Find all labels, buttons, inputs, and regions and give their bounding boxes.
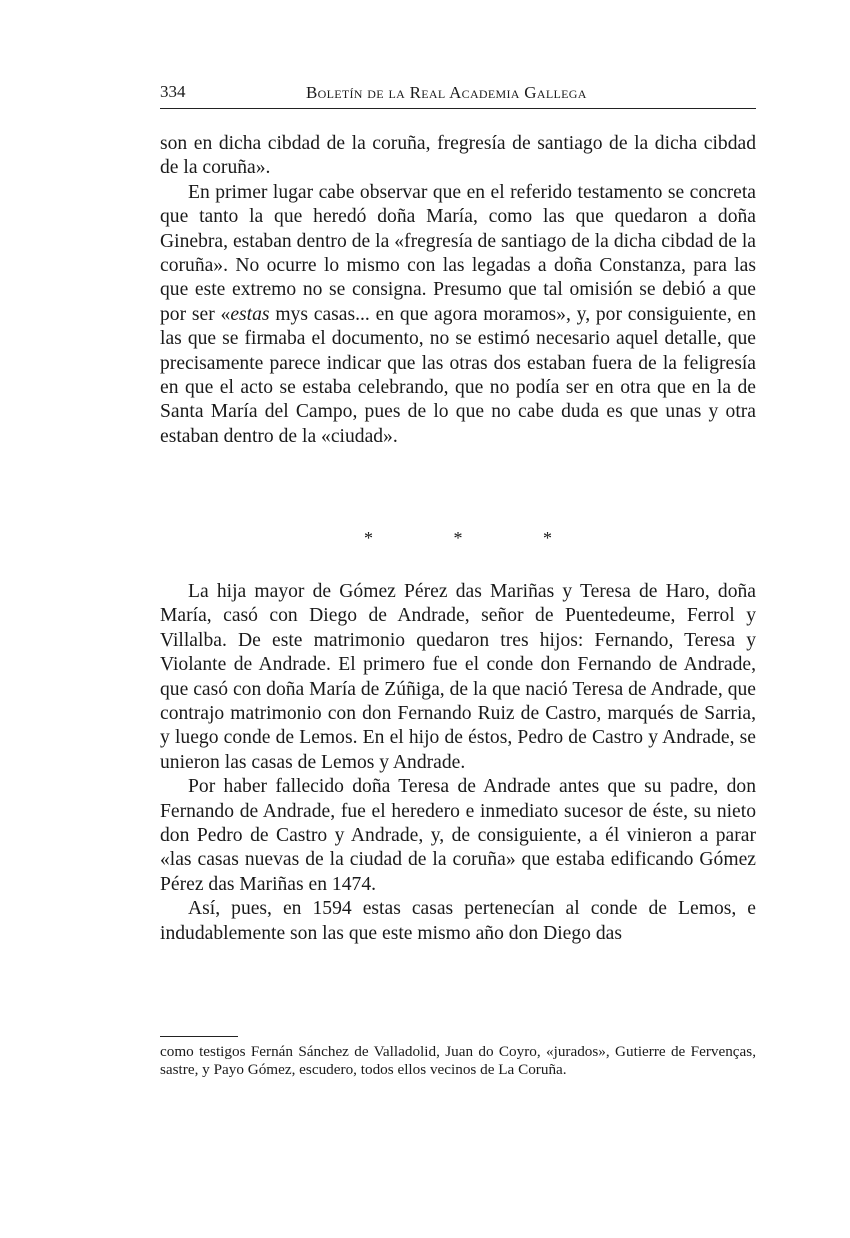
paragraph-testament	[160, 181, 756, 449]
paragraph-testament-part-1: En primer lugar cabe observar que en el referido testamento se concreta que tanto la que heredó doña María, como las que quedaron a doña Ginebra, estaban dentro de la «fregresía de santiago de la dicha cibdad de la coruña». No ocurre lo mismo con las legadas a doña Constanza, para las que este extremo no se consigna. Presumo que tal omisión se debió a que por ser «	[160, 181, 756, 325]
paragraph-continuation: son en dicha cibdad de la coruña, fregresía de santiago de la dicha cibdad de la coruña».	[160, 133, 756, 179]
page-number: 334	[160, 82, 186, 101]
paragraph-testament-part-2: mys casas... en que agora moramos», y, por consiguiente, en las que se firmaba el documento, no se estimó necesario aquel detalle, que precisamente parece indicar que las otras dos estaban fuera de la feligresía en que el acto se estaba celebrando, que no podía ser en otra que en la de Santa María del Campo, pues de lo que no cabe duda es que unas y otra estaban dentro de la «ciudad».	[160, 303, 756, 447]
footnote: como testigos Fernán Sánchez de Valladolid, Juan do Coyro, «jurados», Gutierre de Fervenças, sastre, y Payo Gómez, escudero, todos ellos vecinos de La Coruña.	[160, 1043, 756, 1078]
running-header	[160, 82, 756, 109]
footnote-divider	[160, 1036, 238, 1037]
paragraph-genealogy: La hija mayor de Gómez Pérez das Mariñas y Teresa de Haro, doña María, casó con Diego de Andrade, señor de Puentedeume, Ferrol y Villalba. De este matrimonio quedaron tres hijos: Fernando, Teresa y Violante de Andrade. El primero fue el conde don Fernando de Andrade, que casó con doña María de Zúñiga, de la que nació Teresa de Andrade, que contrajo matrimonio con don Fernando Ruiz de Castro, marqués de Sarria, y luego conde de Lemos. En el hijo de éstos, Pedro de Castro y Andrade, se unieron las casas de Lemos y Andrade.	[160, 581, 756, 773]
paragraph-inheritance: Por haber fallecido doña Teresa de Andrade antes que su padre, don Fernando de Andrade, fue el heredero e inmediato sucesor de éste, su nieto don Pedro de Castro y Andrade, y, de consiguiente, a él vinieron a parar «las casas nuevas de la ciudad de la coruña» que estaba edificando Gómez Pérez das Mariñas en 1474.	[160, 776, 756, 895]
italic-word-estas: estas	[230, 303, 270, 325]
text-block-upper	[160, 132, 756, 449]
journal-title: Boletín de la Real Academia Gallega	[306, 83, 587, 102]
paragraph-conclusion: Así, pues, en 1594 estas casas pertenecían al conde de Lemos, e indudablemente son las que este mismo año don Diego das	[160, 898, 756, 944]
section-separator: * * *	[364, 528, 590, 548]
text-block-lower	[160, 580, 756, 946]
